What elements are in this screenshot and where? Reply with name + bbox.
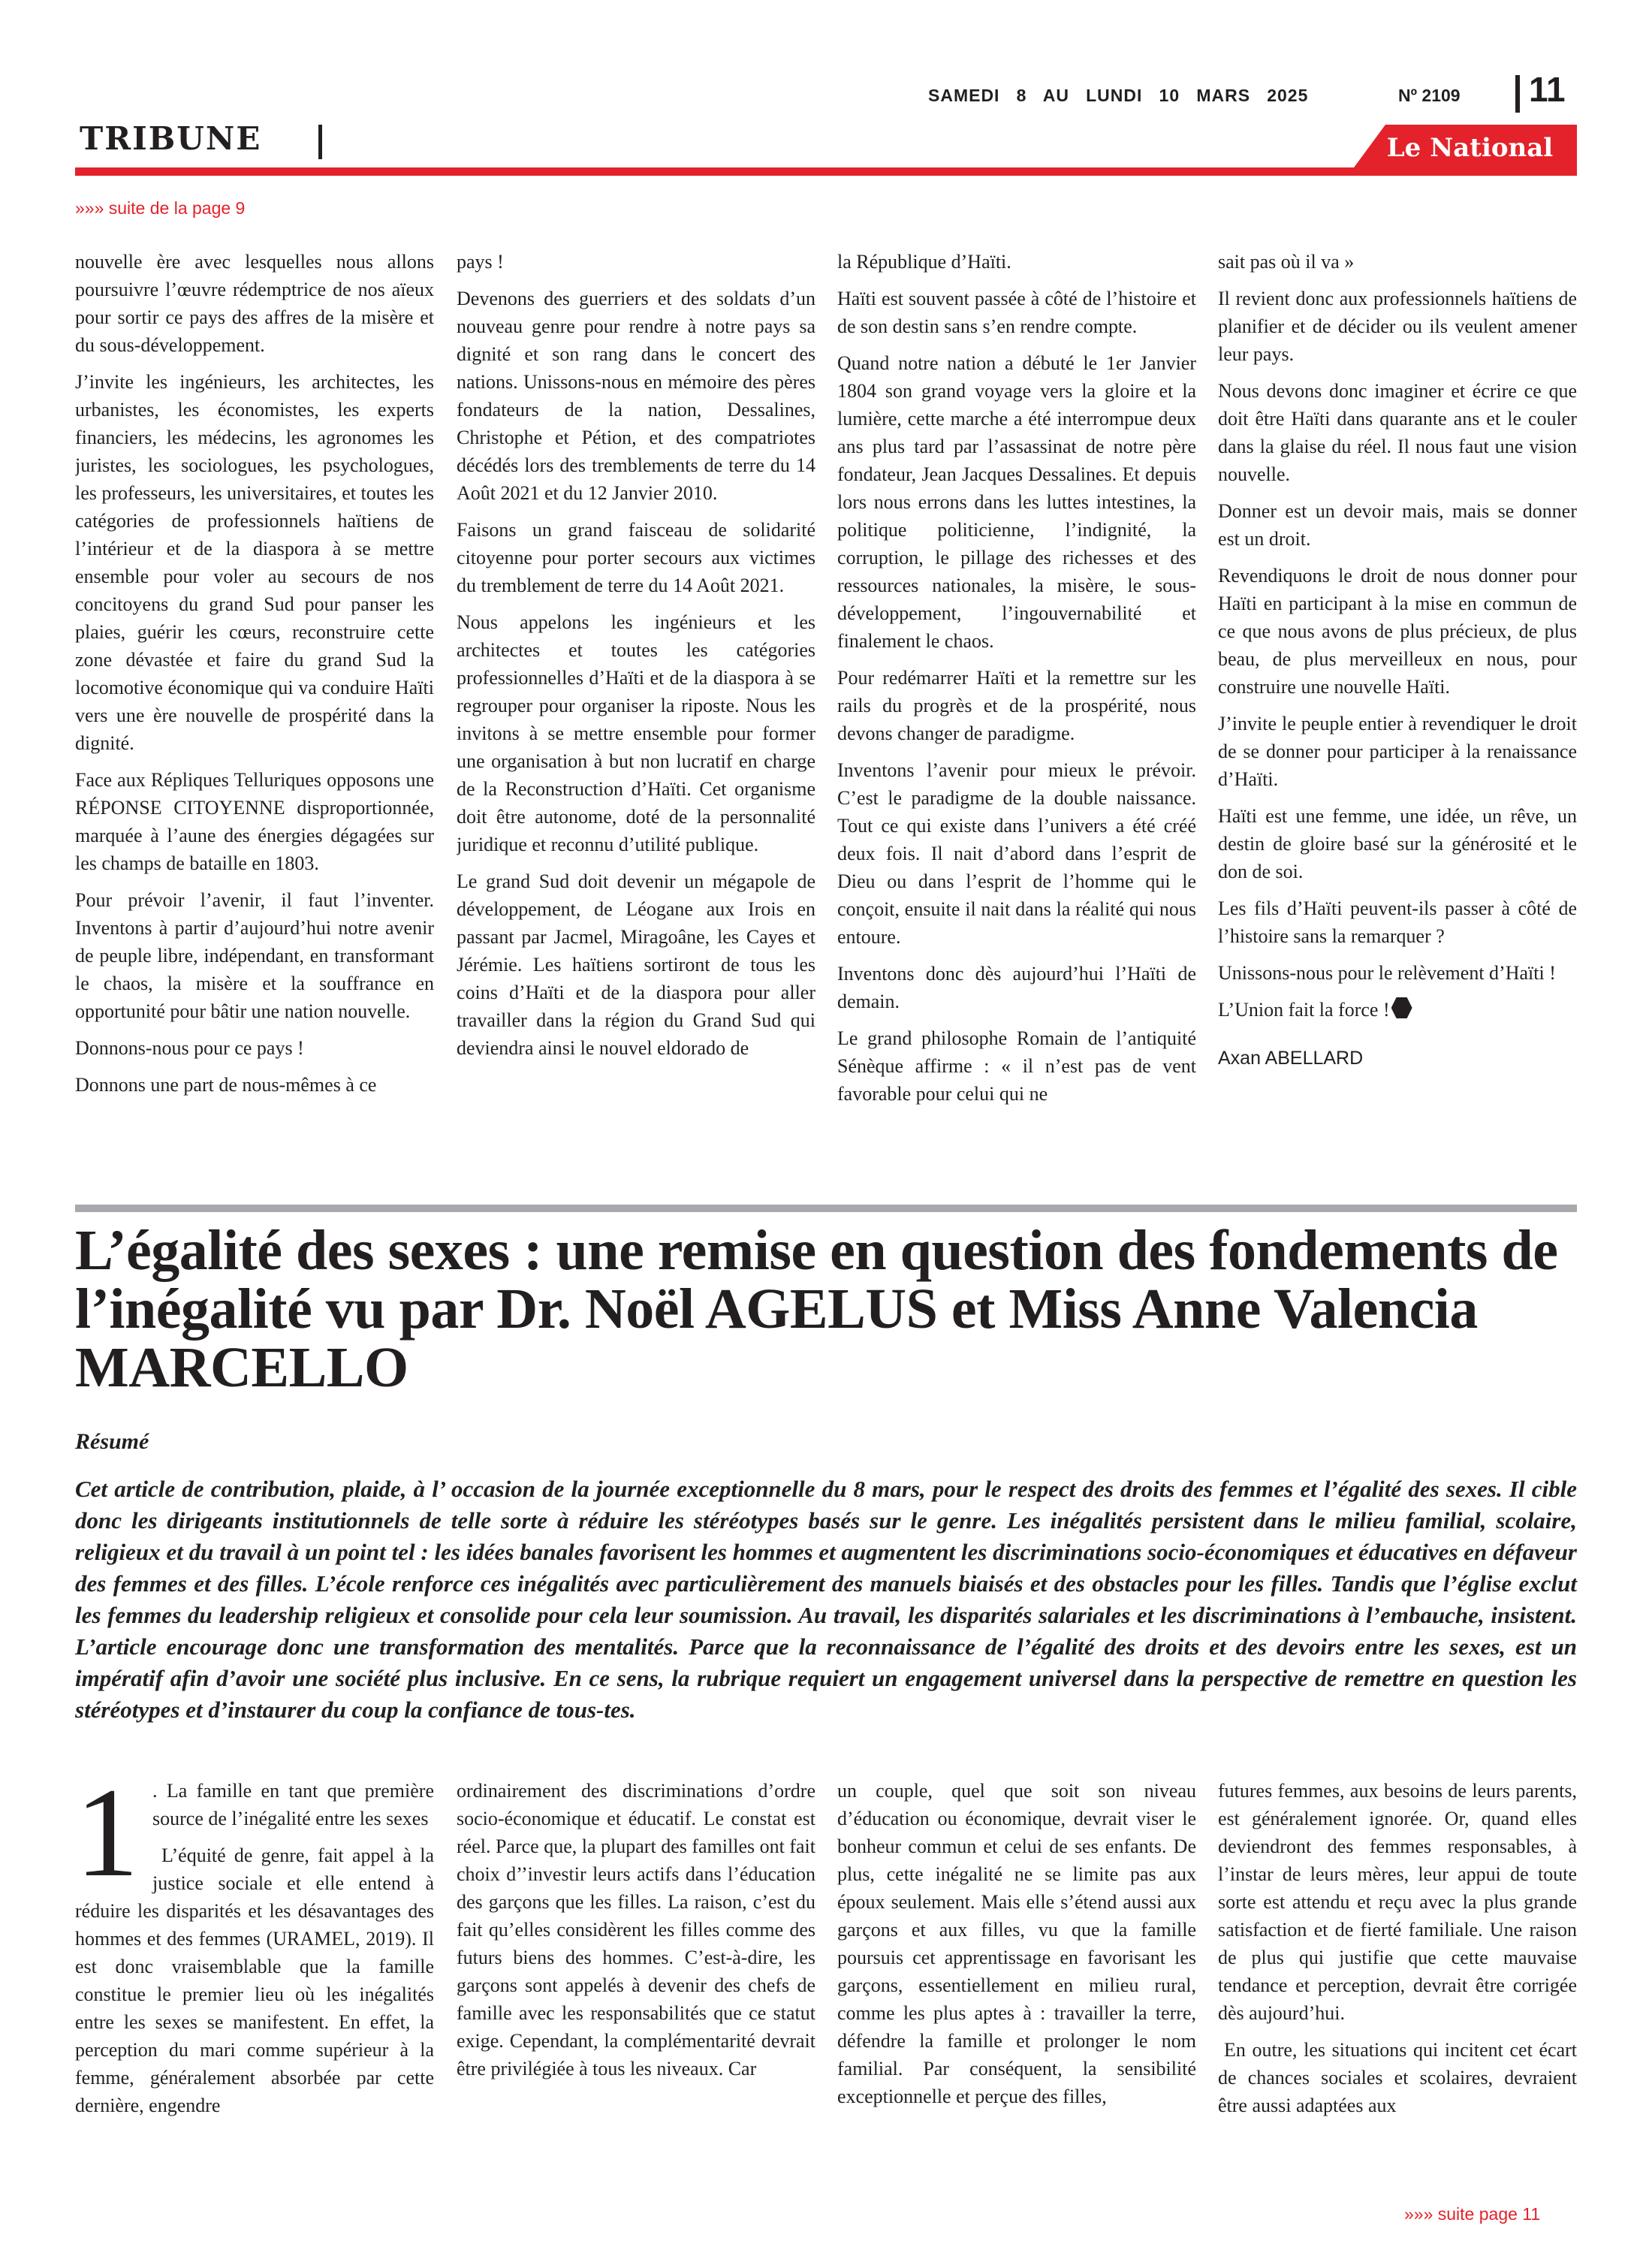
paragraph: Faisons un grand faisceau de solidarité citoyenne pour porter secours aux victimes du tremblement de terre du 14 Août 2021. [457, 519, 815, 596]
paragraph: Haïti est souvent passée à côté de l’histoire et de son destin sans s’en rendre compte. [837, 288, 1196, 337]
page-number: 11 [1529, 70, 1566, 109]
main-article-column-2 [457, 1777, 815, 2197]
paragraph: nouvelle ère avec lesquelles nous allons poursuivre l’œuvre rédemptrice de nos aïeux pour sortir ce pays des affres de la misère et du sous-développement. [75, 251, 434, 356]
brand-logo: Le National [1386, 133, 1554, 163]
continued-on-link[interactable]: »»» suite page 11 [1404, 2204, 1541, 2224]
paragraph: L’équité de genre, fait appel à la justice sociale et elle entend à réduire les disparités et les désavantages des hommes et des femmes (URAMEL, 2019). Il est donc vraisemblable que la famille constitue le premier lieu où les inégalités entre les sexes se manifestent. En effet, la perception du mari comme supérieur à la femme, généralement absorbée par cette dernière, engendre [75, 1844, 434, 2116]
article-divider [75, 1205, 1577, 1212]
drop-cap: 1 [75, 1777, 139, 1903]
paragraph: Devenons des guerriers et des soldats d’un nouveau genre pour rendre à notre pays sa dignité et son rang dans le concert des nations. Unissons-nous en mémoire des pères fondateurs de la nation, Dessalines, Christophe et Pétion, et des compatriotes décédés lors des tremblements de terre du 14 Août 2021 et du 12 Janvier 2010. [457, 288, 815, 504]
paragraph: Donnons-nous pour ce pays ! [75, 1037, 304, 1059]
paragraph: ordinairement des discriminations d’ordre socio-économique et éducatif. Le constat est réel. Parce que, la plupart des familles ont fait choix d’’investir leurs actifs dans l’éducation des garçons que les filles. La raison, c’est du fait qu’elles considèrent les filles comme des futurs biens des hommes. C’est-à-dire, les garçons sont appelés à devenir des chefs de famille avec les responsabilités que ce statut exige. Cependant, la complémentarité devrait être privilégiée à tous les niveaux. Car [457, 1780, 815, 2080]
closing-line [1218, 996, 1577, 1024]
top-article-column-1 [75, 248, 434, 1187]
top-article-column-2 [457, 248, 815, 1187]
top-article-column-4 [1218, 248, 1577, 1187]
paragraph: la République d’Haïti. [837, 251, 1011, 273]
author-byline: Axan ABELLARD [1218, 1048, 1364, 1069]
paragraph: J’invite le peuple entier à revendiquer le droit de se donner pour participer à la renaissance d’Haïti. [1218, 713, 1577, 790]
paragraph: Haïti est une femme, une idée, un rêve, un destin de gloire basé sur la générosité et le don de soi. [1218, 805, 1577, 882]
paragraph: Donnons une part de nous-mêmes à ce [75, 1074, 377, 1096]
main-article-column-1 [75, 1777, 434, 2197]
section-divider [318, 125, 322, 159]
continued-from-link[interactable]: »»» suite de la page 9 [75, 198, 246, 218]
paragraph: Revendiquons le droit de nous donner pour Haïti en participant à la mise en commun de ce que nous avons de plus précieux, de plus beau, de plus merveilleux en nous, pour construire une nouvelle Haïti. [1218, 565, 1577, 698]
paragraph: sait pas où il va » [1218, 251, 1355, 273]
abstract-label: Résumé [75, 1429, 149, 1454]
header-divider [1515, 75, 1520, 113]
paragraph: Il revient donc aux professionnels haïtiens de planifier et de décider ou ils veulent amener leur pays. [1218, 288, 1577, 365]
paragraph: Pour prévoir l’avenir, il faut l’inventer. Inventons à partir d’aujourd’hui notre avenir de peuple libre, indépendant, en transformant le chaos, la misère et la souffrance en opportunité pour bâtir une nation nouvelle. [75, 889, 434, 1022]
paragraph: Donner est un devoir mais, mais se donner est un droit. [1218, 500, 1577, 550]
paragraph: Unissons-nous pour le relèvement d’Haïti ! [1218, 962, 1556, 984]
top-article-column-3 [837, 248, 1196, 1187]
closing-text: L’Union fait la force ! [1218, 999, 1390, 1021]
paragraph: Inventons donc dès aujourd’hui l’Haïti de demain. [837, 963, 1196, 1012]
paragraph: pays ! [457, 251, 504, 273]
headline: L’égalité des sexes : une remise en question des fondements de l’inégalité vu par Dr. Noël AGELUS et Miss Anne Valencia MARCELLO [75, 1219, 1558, 1399]
paragraph: Nous appelons les ingénieurs et les architectes et toutes les catégories professionnelles d’Haïti et de la diaspora à se regrouper pour organiser la riposte. Nous les invitons à se mettre ensemble pour former une organisation à but non lucratif en charge de la Reconstruction d’Haïti. Cet organisme doit être autonome, doté de la personnalité juridique et reconnu d’utilité publique. [457, 611, 815, 855]
main-article-column-3 [837, 1777, 1196, 2197]
paragraph: Quand notre nation a débuté le 1er Janvier 1804 son grand voyage vers la gloire et la lumière, cette marche a été interrompue deux ans plus tard par l’assassinat de notre père fondateur, Jean Jacques Dessalines. Et depuis lors nous errons dans les luttes intestines, la politique politicienne, l’indignité, la corruption, le pillage des richesses et des ressources nationales, la misère, le sous-développement, l’ingouvernabilité et finalement le chaos. [837, 352, 1196, 652]
subheading: . La famille en tant que première source de l’inégalité entre les sexes [152, 1780, 434, 1829]
paragraph: J’invite les ingénieurs, les architectes, les urbanistes, les économistes, les experts financiers, les médecins, les agronomes les juristes, les sociologues, les psychologues, les professeurs, les universitaires, et toutes les catégories de professionnels haïtiens de l’intérieur et de la diaspora à se mettre ensemble pour voler au secours de nos concitoyens du grand Sud pour panser les plaies, guérir les cœurs, reconstruire cette zone dévastée et faire du grand Sud la locomotive économique qui va conduire Haïti vers une ère nouvelle de prospérité dans la dignité. [75, 371, 434, 754]
end-mark-icon [1391, 997, 1412, 1018]
section-title: TRIBUNE [80, 120, 262, 157]
paragraph: Nous devons donc imaginer et écrire ce que doit être Haïti dans quarante ans et le couler dans la glaise du réel. Il nous faut une vision nouvelle. [1218, 380, 1577, 485]
issue-number: Nº 2109 [1398, 86, 1461, 105]
paragraph: Inventons l’avenir pour mieux le prévoir. C’est le paradigme de la double naissance. Tout ce qui existe dans l’univers a été créé deux fois. Il nait d’abord dans l’esprit de Dieu ou dans l’esprit de l’homme qui le conçoit, ensuite il nait dans la réalité qui nous entoure. [837, 759, 1196, 948]
paragraph: Le grand Sud doit devenir un mégapole de développement, de Léogane aux Irois en passant par Jacmel, Miragoâne, les Cayes et Jérémie. Les haïtiens sortiront de tous les coins d’Haïti et de la diaspora pour aller travailler dans la région du Grand Sud qui deviendra ainsi le nouvel eldorado de [457, 870, 815, 1059]
paragraph: Pour redémarrer Haïti et la remettre sur les rails du progrès et de la prospérité, nous devons changer de paradigme. [837, 667, 1196, 744]
paragraph: Les fils d’Haïti peuvent-ils passer à côté de l’histoire sans la remarquer ? [1218, 897, 1577, 947]
paragraph: un couple, quel que soit son niveau d’éducation ou économique, devrait viser le bonheur commun et celui de ses enfants. De plus, cette inégalité ne se limite pas aux époux seulement. Mais elle s’étend aussi aux garçons et aux filles, vu que la famille poursuis cet apprentissage en favorisant les garçons, essentiellement en milieu rural, comme les plus aptes à : travailler la terre, défendre la famille et prolonger le nom familial. Par conséquent, la sensibilité exceptionnelle et perçue des filles, [837, 1780, 1196, 2107]
paragraph: En outre, les situations qui incitent cet écart de chances sociales et scolaires, devraient être aussi adaptées aux [1218, 2039, 1577, 2116]
abstract-text: Cet article de contribution, plaide, à l’ occasion de la journée exceptionnelle du 8 mars, pour le respect des droits des femmes et l’égalité des sexes. Il cible donc les dirigeants institutionnels de telle sorte à réduire les stéréotypes basés sur le genre. Les inégalités persistent dans le milieu familial, scolaire, religieux et du travail à un point tel : les idées banales favorisent les hommes et augmentent les discriminations socio-économiques et éducatives en défaveur des femmes et des filles. L’école renforce ces inégalités avec particulièrement des manuels biaisés et des obstacles pour les filles. Tandis que l’église exclut les femmes du leadership religieux et consolide pour cela leur soumission. Au travail, les disparités salariales et les discriminations à l’embauche, insistent. L’article encourage donc une transformation des mentalités. Parce que la reconnaissance de l’égalité des droits et des devoirs entre les sexes, est un impératif afin d’avoir une société plus inclusive. En ce sens, la rubrique requiert un engagement universel dans la perspective de remettre en question les stéréotypes et d’instaurer du coup la confiance de tous-tes. [75, 1476, 1577, 1723]
paragraph: Face aux Répliques Telluriques opposons une RÉPONSE CITOYENNE disproportionnée, marquée à l’aune des énergies dégagées sur les champs de bataille en 1803. [75, 769, 434, 874]
main-article-column-4 [1218, 1777, 1577, 2197]
paragraph: futures femmes, aux besoins de leurs parents, est généralement ignorée. Or, quand elles deviendront des femmes responsables, à l’instar de leurs mères, leur appui de toute sorte est attendu et reçu avec la plus grande satisfaction et de fierté familiale. Une raison de plus qui justifie que cette mauvaise tendance et perception, devrait être corrigée dès aujourd’hui. [1218, 1780, 1577, 2024]
paragraph: Le grand philosophe Romain de l’antiquité Sénèque affirme : « il n’est pas de vent favorable pour celui qui ne [837, 1027, 1196, 1105]
issue-date: SAMEDI 8 AU LUNDI 10 MARS 2025 [928, 86, 1309, 105]
